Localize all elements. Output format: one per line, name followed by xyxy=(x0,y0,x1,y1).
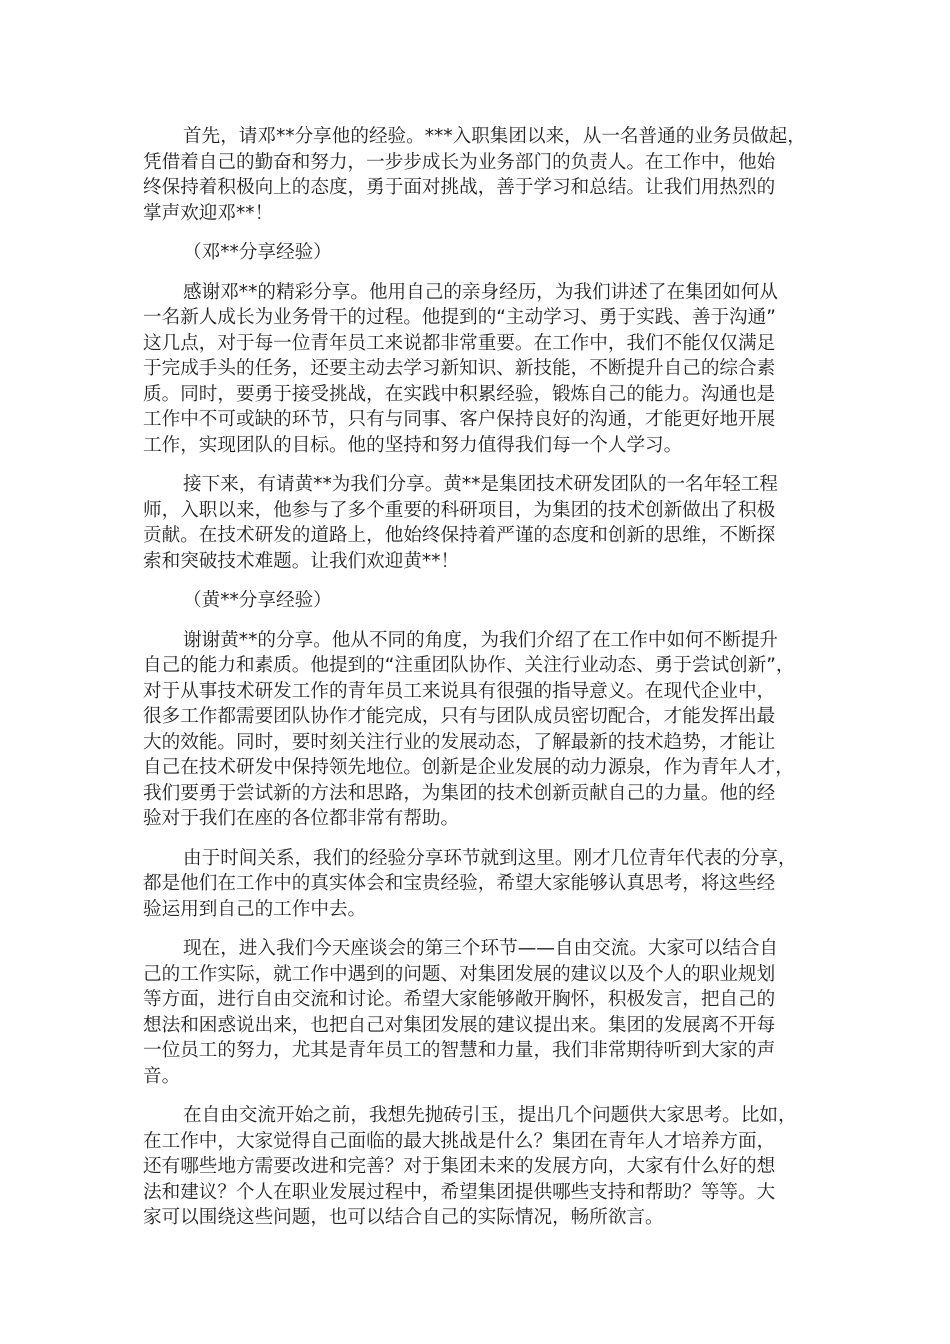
paragraph-line: 很多工作都需要团队协作才能完成，只有与团队成员密切配合，才能发挥出最 xyxy=(143,706,776,727)
paragraph-line: 首先，请邓**分享他的经验。***入职集团以来，从一名普通的业务员做起， xyxy=(183,126,806,147)
paragraph-line: 对于从事技术研发工作的青年员工来说具有很强的指导意义。在现代企业中， xyxy=(143,680,776,702)
paragraph-line: 一名新人成长为业务骨干的过程。他提到的“主动学习、勇于实践、善于沟通” xyxy=(143,307,776,328)
paragraph-line: 都是他们在工作中的真实体会和宝贵经验，希望大家能够认真思考，将这些经 xyxy=(143,873,776,894)
paragraph-line: 自己的能力和素质。他提到的“注重团队协作、关注行业动态、勇于尝试创新”， xyxy=(143,655,795,676)
paragraph xyxy=(143,936,843,1089)
paragraph-line: 音。 xyxy=(143,1065,181,1087)
paragraph-line: 索和突破技术难题。让我们欢迎黄**！ xyxy=(143,550,460,572)
paragraph xyxy=(143,628,843,832)
paragraph-line: 工作中不可或缺的环节，只有与同事、客户保持良好的沟通，才能更好地开展 xyxy=(143,409,776,430)
paragraph-line: 谢谢黄**的分享。他从不同的角度，为我们介绍了在工作中如何不断提升 xyxy=(183,629,779,651)
stage-note xyxy=(143,240,843,266)
paragraph-line: 一位员工的努力，尤其是青年员工的智慧和力量，我们非常期待听到大家的声 xyxy=(143,1040,776,1061)
paragraph-line: 凭借着自己的勤奋和努力，一步步成长为业务部门的负责人。在工作中，他始 xyxy=(143,151,776,173)
paragraph xyxy=(143,124,843,226)
paragraph xyxy=(143,280,843,459)
paragraph-line: 想法和困惑说出来，也把自己对集团发展的建议提出来。集团的发展离不开每 xyxy=(143,1014,776,1036)
paragraph-line: 等方面，进行自由交流和讨论。希望大家能够敞开胸怀，积极发言，把自己的 xyxy=(143,989,776,1010)
paragraph-line: 贡献。在技术研发的道路上，他始终保持着严谨的态度和创新的思维，不断探 xyxy=(143,525,776,546)
paragraph-line: 验运用到自己的工作中去。 xyxy=(143,898,367,920)
paragraph-line: 大的效能。同时，要时刻关注行业的发展动态，了解最新的技术趋势，才能让 xyxy=(143,731,776,753)
paragraph-line: 质。同时，要勇于接受挑战，在实践中积累经验，锻炼自己的能力。沟通也是 xyxy=(143,383,776,405)
paragraph-line: 感谢邓**的精彩分享。他用自己的亲身经历，为我们讲述了在集团如何从 xyxy=(183,281,779,303)
paragraph-line: 掌声欢迎邓**！ xyxy=(143,202,274,224)
stage-note xyxy=(143,588,843,614)
document-body xyxy=(143,124,843,1245)
paragraph-line: 法和建议？个人在职业发展过程中，希望集团提供哪些支持和帮助？等等。大 xyxy=(143,1181,776,1203)
stage-note-text: （邓**分享经验） xyxy=(183,242,332,263)
stage-note-text: （黄**分享经验） xyxy=(183,590,332,611)
paragraph-line: 在自由交流开始之前，我想先抛砖引玉，提出几个问题供大家思考。比如， xyxy=(183,1105,797,1126)
paragraph-line: 我们要勇于尝试新的方法和思路，为集团的技术创新贡献自己的力量。他的经 xyxy=(143,782,776,804)
paragraph-line: 这几点，对于每一位青年员工来说都非常重要。在工作中，我们不能仅仅满足 xyxy=(143,332,776,354)
paragraph-line: 家可以围绕这些问题，也可以结合自己的实际情况，畅所欲言。 xyxy=(143,1207,664,1228)
paragraph-line: 己的工作实际，就工作中遇到的问题、对集团发展的建议以及个人的职业规划 xyxy=(143,963,776,985)
paragraph-line: 现在，进入我们今天座谈会的第三个环节——自由交流。大家可以结合自 xyxy=(183,938,779,959)
paragraph-line: 接下来，有请黄**为我们分享。黄**是集团技术研发团队的一名年轻工程 xyxy=(183,474,779,495)
paragraph-line: 自己在技术研发中保持领先地位。创新是企业发展的动力源泉，作为青年人才， xyxy=(143,757,794,778)
paragraph-line: 还有哪些地方需要改进和完善？对于集团未来的发展方向，大家有什么好的想 xyxy=(143,1156,776,1177)
paragraph-line: 工作，实现团队的目标。他的坚持和努力值得我们每一个人学习。 xyxy=(143,434,683,456)
paragraph-line: 验对于我们在座的各位都非常有帮助。 xyxy=(143,808,460,829)
paragraph xyxy=(143,472,843,574)
paragraph-line: 师，入职以来，他参与了多个重要的科研项目，为集团的技术创新做出了积极 xyxy=(143,499,776,521)
paragraph-line: 终保持着积极向上的态度，勇于面对挑战，善于学习和总结。让我们用热烈的 xyxy=(143,177,776,198)
paragraph xyxy=(143,846,843,923)
paragraph-line: 于完成手头的任务，还要主动去学习新知识、新技能，不断提升自己的综合素 xyxy=(143,358,776,379)
paragraph-line: 由于时间关系，我们的经验分享环节就到这里。刚才几位青年代表的分享， xyxy=(183,847,797,869)
paragraph-line: 在工作中，大家觉得自己面临的最大挑战是什么？集团在青年人才培养方面， xyxy=(143,1130,776,1152)
paragraph xyxy=(143,1103,843,1231)
